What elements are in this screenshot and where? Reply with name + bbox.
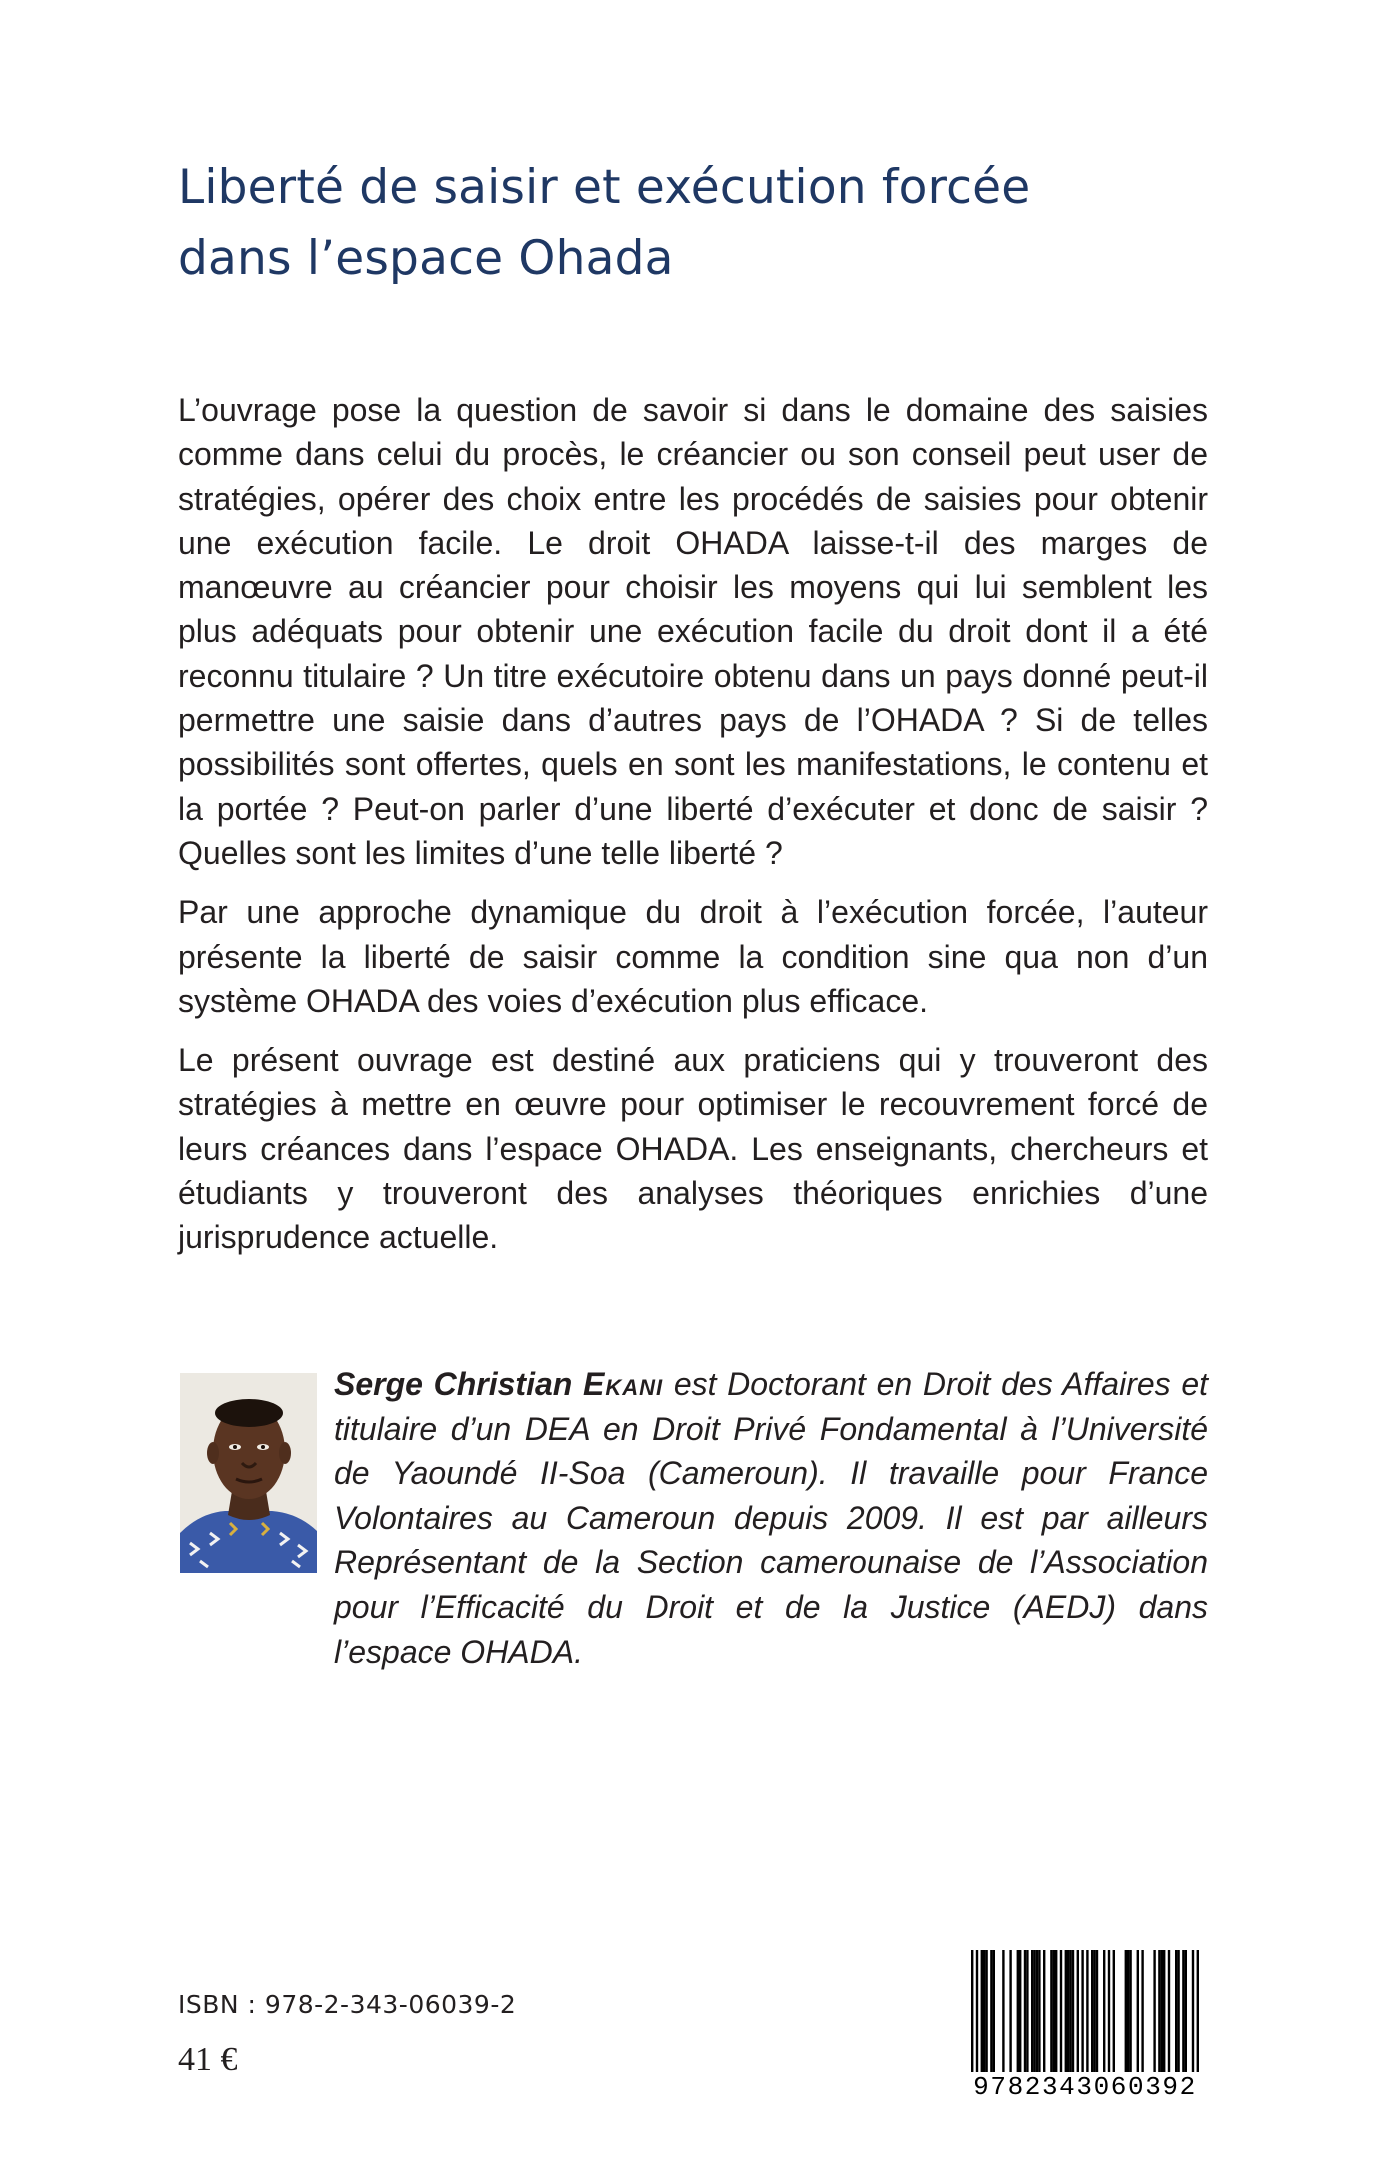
barcode-bar: [1182, 1950, 1184, 2074]
price: 41 €: [178, 2041, 238, 2078]
barcode-bar: [1192, 1950, 1194, 2092]
barcode-bar: [1002, 1950, 1004, 2074]
book-title-line-1: Liberté de saisir et exécution forcée: [178, 160, 1031, 215]
blurb: [178, 388, 1208, 1275]
barcode-bar: [1127, 1950, 1129, 2074]
blurb-paragraph-3: Le présent ouvrage est destiné aux praticiens qui y trouveront des stratégies à mettre en œuvre pour optimiser le recouvrement forcé de leurs créances dans l’espace OHADA. Les enseignants, chercheurs et étudiants y trouveront des analyses théoriques enrichies d’une jurisprudence actuelle.: [178, 1042, 1208, 1256]
barcode-bar: [1031, 1950, 1033, 2074]
barcode-bar: [1153, 1950, 1155, 2074]
barcode-bar: [1091, 1950, 1093, 2074]
barcode-bar: [976, 1950, 978, 2092]
barcode-bar: [1077, 1950, 1079, 2074]
barcode-bar: [1113, 1950, 1115, 2074]
barcode-bar: [1065, 1950, 1067, 2074]
barcode-bar: [1009, 1950, 1011, 2074]
barcode-bar: [1129, 1950, 1131, 2074]
barcode-bar: [1141, 1950, 1143, 2074]
barcode-digits: 9782343060392: [956, 2072, 1214, 2102]
barcode-bar: [1103, 1950, 1105, 2074]
barcode-bar: [1163, 1950, 1165, 2074]
barcode-bar: [1185, 1950, 1187, 2074]
book-title: [178, 152, 1258, 294]
barcode-bar: [1093, 1950, 1095, 2074]
author-first-names: Serge Christian: [334, 1366, 573, 1402]
barcode-bar: [1108, 1950, 1110, 2074]
barcode-bar: [1197, 1950, 1199, 2092]
barcode-bar: [1177, 1950, 1179, 2074]
barcode-bar: [1175, 1950, 1177, 2074]
barcode-bar: [981, 1950, 983, 2074]
blurb-paragraph-1: L’ouvrage pose la question de savoir si dans le domaine des saisies comme dans celui du procès, le créancier ou son conseil peut user de stratégies, opérer des choix entre les procédés de saisies pour obtenir une exécution facile. Le droit OHADA laisse-t-il des marges de manœuvre au créancier pour choisir les moyens qui lui semblent les plus adéquats pour obtenir une exécution facile du droit dont il a été reconnu titulaire ? Un titre exécutoire obtenu dans un pays donné peut-il permettre une saisie dans d’autres pays de l’OHADA ? Si de telles possibilités sont offertes, quels en sont les manifestations, le contenu et la portée ? Peut-on parler d’une liberté d’exécuter et donc de saisir ? Quelles sont les limites d’une telle liberté ?: [178, 392, 1208, 871]
barcode-bar: [1137, 1950, 1139, 2074]
author-bio-text: est Doctorant en Droit des Affaires et titulaire d’un DEA en Droit Privé Fondamental à l’Université de Yaoundé II-Soa (Cameroun). Il travaille pour France Volontaires au Cameroun depuis 2009. Il est par ailleurs Représentant de la Section camerounaise de l’Association pour l’Efficacité du Droit et de la Justice (AEDJ) dans l’espace OHADA.: [334, 1366, 1209, 1670]
barcode-bar: [1043, 1950, 1045, 2074]
barcode-bar: [990, 1950, 992, 2074]
barcode-bar: [1125, 1950, 1127, 2074]
barcode-bar: [1026, 1950, 1028, 2074]
author-surname: Ekani: [583, 1366, 664, 1402]
barcode-bar: [1055, 1950, 1057, 2074]
barcode-bar: [1033, 1950, 1035, 2074]
barcode-bar: [1072, 1950, 1074, 2074]
barcode-bar: [1053, 1950, 1055, 2074]
author-photo: [180, 1373, 317, 1573]
barcode-bar: [1168, 1950, 1170, 2074]
barcode-bar: [971, 1950, 973, 2092]
barcode-bar: [1096, 1950, 1098, 2074]
barcode-bar: [1017, 1950, 1019, 2074]
barcode-bar: [1086, 1950, 1088, 2092]
barcode-bar: [1158, 1950, 1160, 2074]
barcode-bar: [985, 1950, 987, 2074]
barcode-bar: [983, 1950, 985, 2074]
barcode-bar: [993, 1950, 995, 2074]
barcode-bar: [1050, 1950, 1052, 2074]
barcode-bar: [1036, 1950, 1038, 2074]
barcode-bar: [1060, 1950, 1062, 2074]
barcode-bar: [1067, 1950, 1069, 2074]
isbn: ISBN : 978-2-343-06039-2: [178, 1990, 517, 2019]
barcode-bar: [1081, 1950, 1083, 2092]
blurb-paragraph-2: Par une approche dynamique du droit à l’exécution forcée, l’auteur présente la liberté de saisir comme la condition sine qua non d’un système OHADA des voies d’exécution plus efficace.: [178, 894, 1208, 1019]
barcode-bar: [1024, 1950, 1026, 2074]
author-bio: [334, 1362, 1208, 1674]
barcode-bar: [1069, 1950, 1071, 2074]
barcode-bar: [1161, 1950, 1163, 2074]
book-title-line-2: dans l’espace Ohada: [178, 231, 674, 286]
barcode-bar: [1038, 1950, 1040, 2074]
barcode-bar: [1019, 1950, 1021, 2074]
